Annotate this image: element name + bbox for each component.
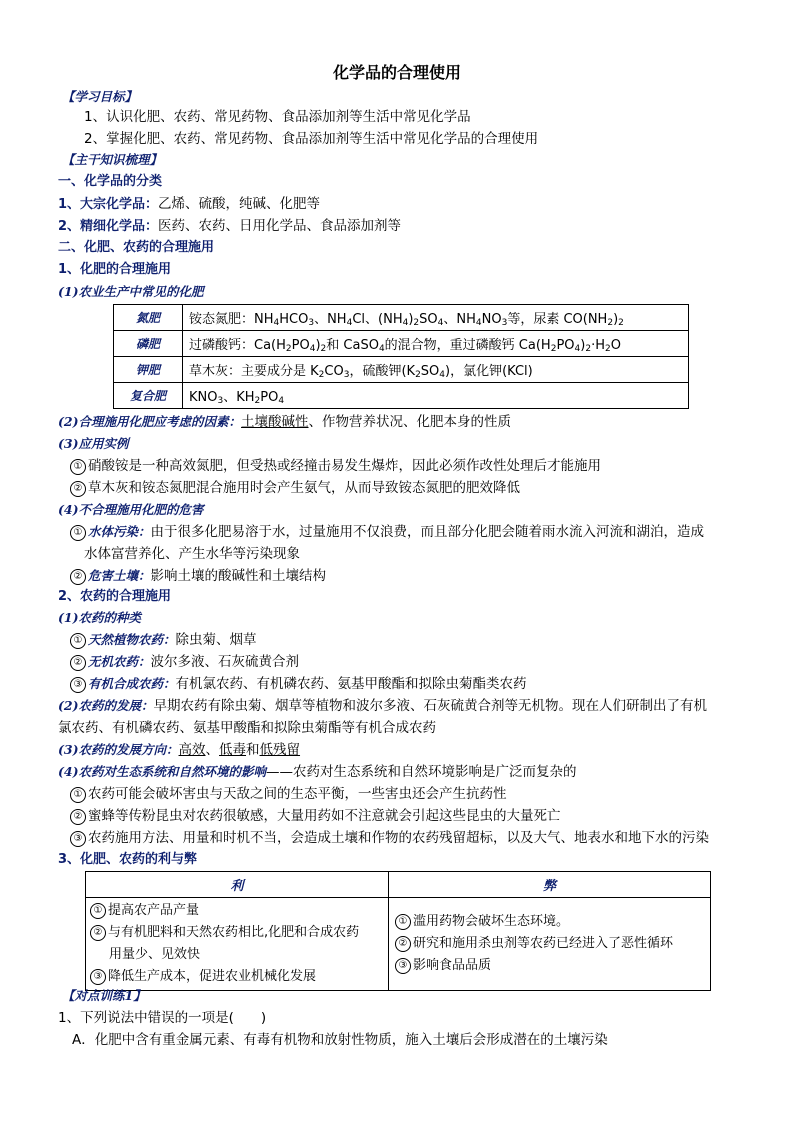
- factors-underlined: 土壤酸碱性: [241, 414, 309, 430]
- impact-2: [70, 807, 561, 825]
- fertilizer-row: [114, 305, 689, 331]
- circled-number: ②: [70, 809, 86, 825]
- circled-number: ③: [70, 677, 86, 693]
- fine-chemicals-label: 2、精细化学品：: [58, 219, 159, 234]
- factors-label: (2)合理施用化肥应考虑的因素：: [58, 414, 242, 429]
- circled-number: ③: [70, 831, 86, 847]
- fertilizer-examples: 草木灰：主要成分是 $K_2CO_3$，硫酸钾$(K_2SO_4)$，氯化钾(KCl): [183, 357, 689, 383]
- exercise-header: 【对点训练1】: [62, 988, 146, 1003]
- direction-high-efficiency: 高效: [178, 742, 206, 758]
- fertilizer-heading: 1、化肥的合理施用: [58, 262, 172, 277]
- pros-item-3-text: 降低生产成本，促进农业机械化发展: [108, 969, 317, 984]
- harm-2-text: 影响土壤的酸碱性和土壤结构: [150, 568, 327, 584]
- example-2-text: 草木灰和铵态氮肥混合施用时会产生氨气，从而导致铵态氮肥的肥效降低: [88, 480, 520, 496]
- direction-low-residue: 低残留: [259, 742, 301, 758]
- pesticide-type-3-text: 有机氯农药、有机磷农药、氨基甲酸酯和拟除虫菊酯类农药: [175, 676, 527, 692]
- circled-number: ②: [70, 481, 86, 497]
- bulk-chemicals-text: 乙烯、硫酸，纯碱、化肥等: [158, 196, 321, 212]
- factors-rest: 、作物营养状况、化肥本身的性质: [308, 414, 512, 430]
- circled-number: ①: [90, 903, 106, 919]
- direction-separator-1: 、: [205, 742, 220, 758]
- circled-number: ③: [90, 969, 106, 985]
- pros-cons-table: [85, 871, 711, 991]
- pesticide-type-3-label: 有机合成农药：: [88, 676, 176, 691]
- harm-label: (4)不合理施用化肥的危害: [58, 502, 204, 517]
- impact-2-text: 蜜蜂等传粉昆虫对农药很敏感，大量用药如不注意就会引起这些昆虫的大量死亡: [88, 808, 561, 824]
- cons-item-3: [395, 955, 704, 977]
- circled-number: ①: [70, 633, 86, 649]
- fine-chemicals-line: [58, 217, 401, 236]
- impact-1-text: 农药可能会破坏害虫与天敌之间的生态平衡，一些害虫还会产生抗药性: [88, 786, 507, 802]
- impact-line: [58, 763, 577, 781]
- fertilizer-examples: 过磷酸钙：$Ca(H_2PO_4)_2$和 CaSO$_4$的混合物，重过磷酸钙 $Ca(H_2PO_4)_2\cdot H_2O$: [183, 331, 689, 357]
- example-2: [70, 479, 520, 497]
- fertilizer-examples: $KNO_3$、$KH_2PO_4$: [183, 383, 689, 409]
- pesticide-type-1-text: 除虫菊、烟草: [175, 632, 257, 648]
- fertilizer-type: 钾肥: [114, 357, 183, 383]
- impact-3-text: 农药施用方法、用量和时机不当，会造成土壤和作物的农药残留超标，以及大气、地表水和地下水的污染: [88, 830, 709, 846]
- pros-cell: [86, 898, 389, 991]
- pesticide-type-2-label: 无机农药：: [88, 654, 151, 669]
- impact-label: (4)农药对生态系统和自然环境的影响: [58, 764, 267, 779]
- pros-cons-heading: 3、化肥、农药的利与弊: [58, 852, 198, 867]
- pros-item-1-text: 提高农产品产量: [108, 903, 200, 918]
- knowledge-header: 【主干知识梳理】: [62, 152, 163, 167]
- circled-number: ①: [395, 914, 411, 930]
- fertilizer-examples: 铵态氮肥：$NH_4HCO_3$、$NH_4Cl$、$(NH_4)_2SO_4$、$NH_4NO_3$等，尿素 $CO(NH_2)_2$: [183, 305, 689, 331]
- development-line: [58, 697, 707, 715]
- pros-item-3: [90, 966, 384, 988]
- fertilizer-type: 复合肥: [114, 383, 183, 409]
- pesticide-type-2: [70, 653, 299, 671]
- factors-line: [58, 413, 511, 431]
- fertilizer-row: [114, 383, 689, 409]
- pesticide-type-3: [70, 675, 527, 693]
- bulk-chemicals-line: [58, 195, 320, 214]
- fine-chemicals-text: 医药、农药、日用化学品、食品添加剂等: [158, 218, 402, 234]
- cons-item-2-text: 研究和施用杀虫剂等农药已经进入了恶性循环: [413, 936, 674, 951]
- section-2-heading: 二、化肥、农药的合理施用: [58, 240, 215, 255]
- example-1-text: 硝酸铵是一种高效氮肥，但受热或经撞击易发生爆炸，因此必须作改性处理后才能施用: [88, 458, 601, 474]
- objectives-header: 【学习目标】: [62, 89, 138, 104]
- pesticide-type-1: [70, 631, 257, 649]
- harm-1: [70, 523, 704, 541]
- circled-number: ①: [70, 525, 86, 541]
- harm-2: [70, 567, 326, 585]
- impact-text: ——农药对生态系统和自然环境影响是广泛而复杂的: [266, 764, 577, 780]
- circled-number: ②: [395, 936, 411, 952]
- fertilizer-table: [113, 304, 689, 409]
- circled-number: ①: [70, 459, 86, 475]
- common-fertilizers-label: (1)农业生产中常见的化肥: [58, 284, 204, 299]
- direction-line: [58, 741, 300, 759]
- section-1-heading: 一、化学品的分类: [58, 174, 163, 189]
- pros-item-2-cont: 用量少、见效快: [109, 947, 201, 962]
- harm-2-label: 危害土壤：: [88, 568, 151, 583]
- fertilizer-type: 氮肥: [114, 305, 183, 331]
- impact-1: [70, 785, 507, 803]
- harm-1-text-a: 由于很多化肥易溶于水，过量施用不仅浪费，而且部分化肥会随着雨水流入河流和湖泊，造成: [150, 524, 705, 540]
- pros-item-1: [90, 900, 384, 922]
- development-text-b: 氯农药、有机磷农药、氨基甲酸酯和拟除虫菊酯等有机合成农药: [58, 720, 436, 736]
- page-title: 化学品的合理使用: [332, 63, 461, 82]
- pesticide-heading: 2、农药的合理施用: [58, 589, 172, 604]
- question-1-option-a: A．化肥中含有重金属元素、有毒有机物和放射性物质，施入土壤后会形成潜在的土壤污染: [72, 1032, 608, 1048]
- cons-item-3-text: 影响食品品质: [413, 958, 492, 973]
- pros-item-2: [90, 922, 384, 944]
- direction-separator-2: 和: [246, 742, 260, 758]
- pesticide-type-2-text: 波尔多液、石灰硫黄合剂: [150, 654, 300, 670]
- pesticide-type-1-label: 天然植物农药：: [88, 632, 176, 647]
- example-1: [70, 457, 601, 475]
- circled-number: ②: [70, 569, 86, 585]
- circled-number: ①: [70, 787, 86, 803]
- circled-number: ②: [90, 925, 106, 941]
- harm-1-text-b: 水体富营养化、产生水华等污染现象: [84, 546, 300, 562]
- question-1: 1、下列说法中错误的一项是( ): [58, 1010, 267, 1026]
- direction-low-toxicity: 低毒: [219, 742, 247, 758]
- objective-2: 2、掌握化肥、农药、常见药物、食品添加剂等生活中常见化学品的合理使用: [84, 131, 539, 147]
- bulk-chemicals-label: 1、大宗化学品：: [58, 197, 159, 212]
- harm-1-label: 水体污染：: [88, 524, 151, 539]
- development-text-a: 早期农药有除虫菊、烟草等植物和波尔多液、石灰硫黄合剂等无机物。现在人们研制出了有机: [153, 698, 708, 714]
- fertilizer-row: [114, 331, 689, 357]
- circled-number: ③: [395, 958, 411, 974]
- cons-item-1-text: 滥用药物会破坏生态环境。: [413, 914, 570, 929]
- pros-item-2-text: 与有机肥料和天然农药相比,化肥和合成农药: [108, 925, 360, 940]
- cons-cell: [389, 898, 711, 991]
- development-label: (2)农药的发展：: [58, 698, 154, 713]
- direction-label: (3)农药的发展方向：: [58, 742, 179, 757]
- cons-item-2: [395, 933, 704, 955]
- examples-label: (3)应用实例: [58, 436, 129, 451]
- cons-header: 弊: [389, 872, 711, 898]
- fertilizer-row: [114, 357, 689, 383]
- objective-1: 1、认识化肥、农药、常见药物、食品添加剂等生活中常见化学品: [84, 109, 471, 125]
- cons-item-1: [395, 911, 704, 933]
- pesticide-types-label: (1)农药的种类: [58, 610, 142, 625]
- pros-header: 利: [86, 872, 389, 898]
- impact-3: [70, 829, 709, 847]
- circled-number: ②: [70, 655, 86, 671]
- fertilizer-type: 磷肥: [114, 331, 183, 357]
